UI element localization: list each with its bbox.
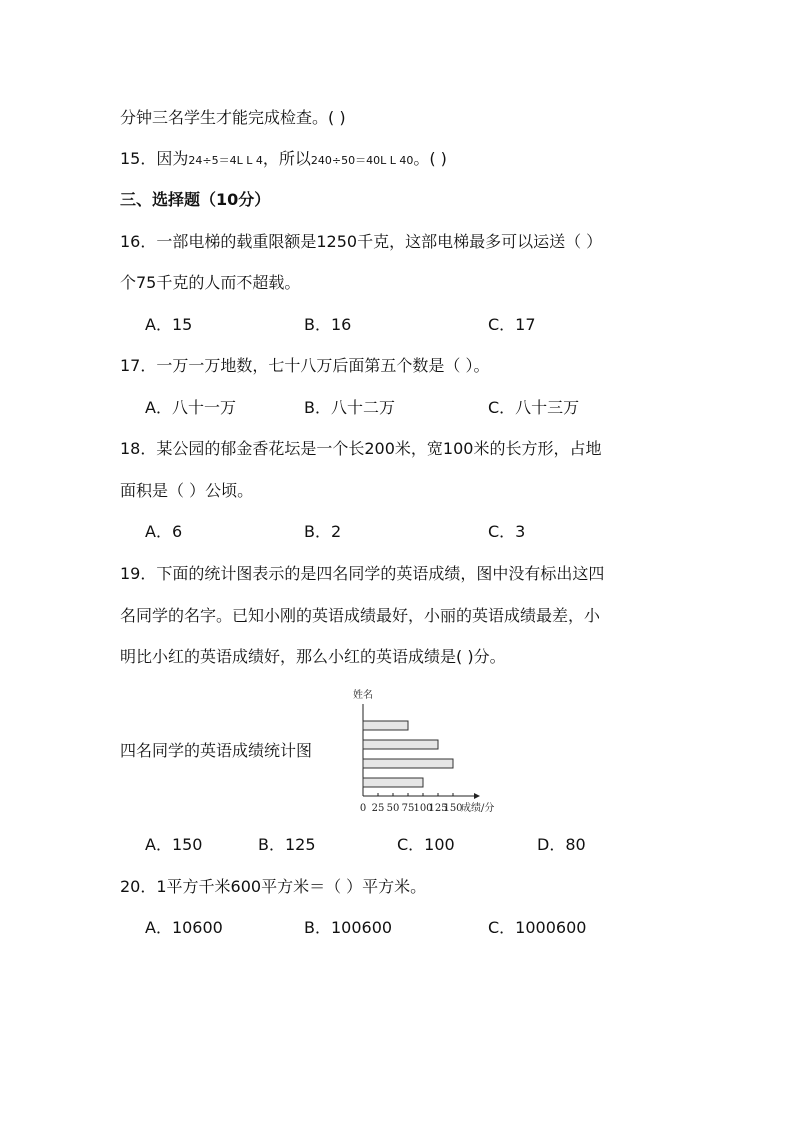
option-c[interactable]: C．八十三万 bbox=[488, 398, 580, 417]
bar bbox=[363, 740, 438, 749]
question-18-line-2: 面积是（ ）公顷。 bbox=[120, 481, 254, 500]
x-tick-label: 125 bbox=[428, 803, 448, 814]
bar-chart bbox=[340, 688, 600, 818]
x-tick-label: 75 bbox=[401, 803, 415, 814]
x-tick-label: 0 bbox=[359, 803, 367, 814]
option-d[interactable]: D．80 bbox=[537, 835, 586, 854]
option-b[interactable]: B．2 bbox=[304, 522, 342, 541]
question-text: ，所以 bbox=[262, 149, 311, 168]
x-tick-label: 150 bbox=[443, 803, 463, 814]
option-b[interactable]: B．16 bbox=[304, 315, 352, 334]
option-c[interactable]: C．3 bbox=[488, 522, 526, 541]
question-19-line-3: 明比小红的英语成绩好，那么小红的英语成绩是( )分。 bbox=[120, 647, 506, 666]
x-axis-arrow bbox=[474, 793, 480, 799]
bar bbox=[363, 721, 408, 730]
question-17-line-1: 17．一万一万地数，七十八万后面第五个数是（ ）。 bbox=[120, 356, 490, 375]
option-b[interactable]: B．八十二万 bbox=[304, 398, 395, 417]
option-a[interactable]: A．150 bbox=[145, 835, 203, 854]
option-c[interactable]: C．17 bbox=[488, 315, 536, 334]
x-tick-label: 50 bbox=[386, 803, 400, 814]
question-text: 因为 bbox=[156, 149, 189, 168]
section-heading: 三、选择题（10分） bbox=[120, 190, 271, 209]
question-16-line-1: 16．一部电梯的载重限额是1250千克，这部电梯最多可以运送（ ） bbox=[120, 232, 603, 251]
question-16-line-2: 个75千克的人而不超载。 bbox=[120, 273, 301, 292]
math-expression: 240÷50＝40L L 40 bbox=[310, 154, 414, 167]
x-tick-label: 25 bbox=[371, 803, 385, 814]
question-20-line-1: 20．1平方千米600平方米＝（ ）平方米。 bbox=[120, 877, 427, 896]
x-axis-label: 成绩/分 bbox=[461, 803, 495, 814]
question-19-line-1: 19．下面的统计图表示的是四名同学的英语成绩，图中没有标出这四 bbox=[120, 564, 605, 583]
chart-title: 四名同学的英语成绩统计图 bbox=[120, 741, 313, 760]
option-a[interactable]: A．6 bbox=[145, 522, 183, 541]
question-number: 15． bbox=[120, 149, 157, 168]
question-19-line-2: 名同学的名字。已知小刚的英语成绩最好，小丽的英语成绩最差，小 bbox=[120, 606, 601, 625]
math-expression: 24÷5＝4L L 4 bbox=[188, 154, 263, 167]
option-a[interactable]: A．八十一万 bbox=[145, 398, 236, 417]
answer-blank: 。( ) bbox=[413, 149, 447, 168]
bar bbox=[363, 778, 423, 787]
option-b[interactable]: B．100600 bbox=[304, 918, 393, 937]
y-axis-label: 姓名 bbox=[353, 690, 373, 701]
question-14-continuation: 分钟三名学生才能完成检查。( ) bbox=[120, 108, 346, 127]
option-c[interactable]: C．1000600 bbox=[488, 918, 587, 937]
option-a[interactable]: A．10600 bbox=[145, 918, 223, 937]
option-b[interactable]: B．125 bbox=[258, 835, 316, 854]
option-c[interactable]: C．100 bbox=[397, 835, 455, 854]
x-tick-label: 100 bbox=[413, 803, 433, 814]
question-15 bbox=[120, 148, 447, 172]
bar bbox=[363, 759, 453, 768]
option-a[interactable]: A．15 bbox=[145, 315, 193, 334]
question-18-line-1: 18．某公园的郁金香花坛是一个长200米，宽100米的长方形，占地 bbox=[120, 439, 602, 458]
